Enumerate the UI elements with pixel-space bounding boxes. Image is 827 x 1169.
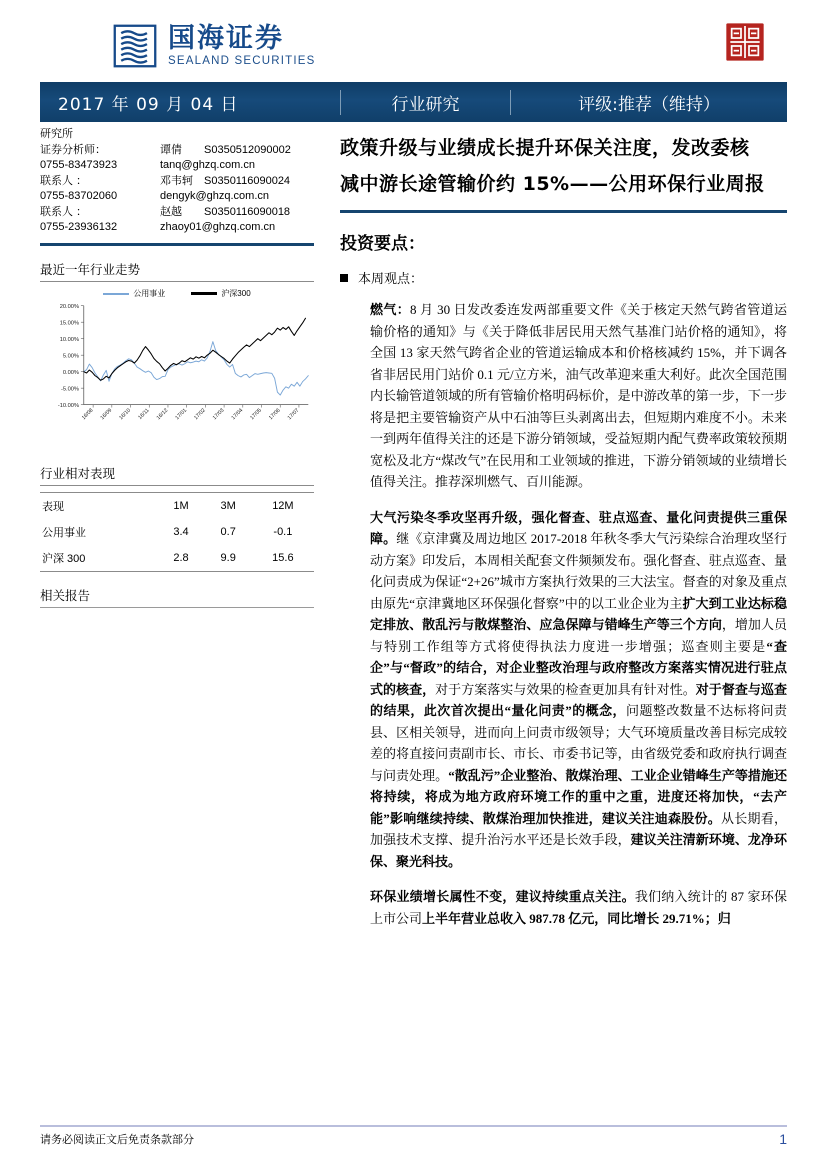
paragraph-lead: 环保业绩增长属性不变，建议持续重点关注。: [370, 889, 635, 904]
contact-phone: 0755-23936132: [40, 221, 118, 233]
title-line-2: 减中游长途管输价约 15%——公用环保行业周报: [340, 173, 765, 195]
paragraph-environmental-performance: 环保业绩增长属性不变，建议持续重点关注。我们纳入统计的 87 家环保上市公司上半年营业总收入 987.78 亿元，同比增长 29.71%；归: [370, 889, 787, 926]
page-footer: [40, 1125, 787, 1147]
paragraph-lead: 大气污染冬季攻坚再升级，强化督查、驻点巡查、量化问责提供三重保障。: [370, 509, 787, 546]
contact-email: dengyk@ghzq.com.cn: [160, 190, 270, 202]
perf-title: 行业相对表现: [40, 466, 116, 481]
legend-label: 沪深300: [221, 289, 251, 298]
svg-text:17/07: 17/07: [286, 407, 301, 422]
table-row: [40, 519, 314, 545]
contact-label: 联系人 ：: [40, 205, 88, 218]
contact-phone: 0755-83702060: [40, 190, 118, 202]
relative-performance-table: [40, 493, 314, 571]
brand-name-en: SEALAND SECURITIES: [168, 54, 316, 67]
chart-title: 最近一年行业走势: [40, 262, 141, 277]
analyst-row: [40, 205, 314, 221]
svg-text:17/06: 17/06: [267, 407, 282, 422]
contact-name-code: 赵越 S0350116090018: [160, 205, 291, 218]
svg-text:16/10: 16/10: [118, 407, 132, 422]
chart-title-divider: [40, 281, 314, 283]
contact-email: zhaoy01@ghzq.com.cn: [160, 221, 276, 233]
table-row: [40, 545, 314, 571]
contact-label: 联系人 ：: [40, 174, 88, 187]
col-header-12m: 12M: [272, 500, 294, 513]
weekly-view-label: 本周观点：: [358, 271, 424, 286]
svg-text:16/08: 16/08: [80, 407, 95, 422]
perf-title-divider: [40, 485, 314, 487]
svg-text:17/03: 17/03: [211, 407, 226, 422]
cell-3m: 0.7: [220, 526, 236, 539]
legend-label: 公用事业: [133, 289, 166, 298]
svg-text:16/12: 16/12: [155, 407, 170, 422]
analyst-row: [40, 158, 314, 174]
col-header-1m: 1M: [173, 500, 189, 513]
row-name: 沪深 300: [42, 553, 86, 566]
footer-disclaimer: 请务必阅读正文后免责条款部分: [40, 1134, 194, 1146]
analyst-row: [40, 189, 314, 205]
svg-text:0.00%: 0.00%: [62, 370, 80, 377]
header-date: 2017 年 09 月 04 日: [58, 94, 239, 115]
svg-text:16/09: 16/09: [99, 407, 114, 422]
cell-1m: 3.4: [173, 526, 189, 539]
cell-1m: 2.8: [173, 552, 189, 565]
svg-text:5.00%: 5.00%: [62, 353, 80, 360]
industry-trend-chart: [40, 300, 314, 443]
svg-text:16/11: 16/11: [137, 407, 151, 421]
cell-3m: 9.9: [220, 552, 236, 565]
svg-text:20.00%: 20.00%: [59, 304, 80, 311]
paragraph-air-pollution: 大气污染冬季攻坚再升级，强化督查、驻点巡查、量化问责提供三重保障。继《京津冀及周边地区 2017-2018 年秋冬季大气污染综合治理攻坚行动方案》印发后，本周相关配套文件频频发布。强化督查、驻点巡查、量化问责成为保证“2+26”城市方案执行效果的三大法宝。督查的对象及重点由原先“京津冀地区环保强化督察”中的以工业企业为主扩大到工业达标稳定排放、散乱污与散煤整治、应急保障与错峰生产等三个方向，增加人员与特别工作组等方式将使得执法力度进一步增强；巡查则主要是“查企”与“督政”的结合，对企业整改治理与政府整改方案落实情况进行驻点式的核查，对于方案落实与效果的检查更加具有针对性。对于督查与巡查的结果，此次首次提出“量化问责”的概念，问题整改数量不达标将问责县、区相关领导，进而向上问责市级领导；大气环境质量改善目标完成较差的将直接问责副市长、市长、市委书记等，由省级党委和政府执行调查与问责处理。“散乱污”企业整治、散煤治理、工业企业错峰生产等措施还将持续，将成为地方政府环境工作的重中之重，进度还将加快，“去产能”影响继续持续、散煤治理加快推进，建议关注迪森股份。从长期看，加强技术支撑、提升治污水平还是长效手段，建议关注清新环境、龙净环保、聚光科技。: [370, 509, 787, 869]
svg-text:17/01: 17/01: [174, 407, 189, 422]
sidebar-column: [40, 122, 328, 943]
analyst-row: [40, 174, 314, 190]
institute-label: 研究所: [40, 128, 73, 140]
analyst-row: [40, 143, 314, 159]
paragraph-body: 8 月 30 日发改委连发两部重要文件《关于核定天然气跨省管道运输价格的通知》与《关于降低非居民用天然气基准门站价格的通知》，将全国 13 家天然气跨省企业的管道运输成本和价格核减约 15%，并下调各省非居民用门站价 0.1 元/立方米，油气改革迎来重大利好。此次全国范围内长输管道领域的所有管输价格明码标价，是中游改革的第一步，下一步将是把主要管输资产从中石油等巨头剥离出去，但短期内难度不小。未来一到两年值得关注的还是下游分销领域，受益短期内配气费率政策较预期宽松及北方“煤改气”在民用和工业领域的推进，下游分销领域的业绩增长值得关注。推荐深圳燃气、百川能源。: [370, 302, 787, 489]
paragraph-gas: [340, 299, 787, 493]
row-name: 公用事业: [42, 527, 86, 540]
col-header-3m: 3M: [220, 500, 236, 513]
svg-text:17/05: 17/05: [249, 407, 263, 422]
page-number: 1: [779, 1131, 787, 1147]
svg-text:-5.00%: -5.00%: [60, 386, 80, 393]
contact-name-code: 邓韦轲 S0350116090024: [160, 174, 291, 187]
table-header-row: [40, 493, 314, 519]
svg-text:10.00%: 10.00%: [59, 337, 80, 344]
header-bar: [40, 82, 787, 122]
analyst-phone: 0755-83473923: [40, 159, 118, 171]
svg-text:17/02: 17/02: [193, 407, 207, 422]
svg-text:-10.00%: -10.00%: [57, 403, 80, 410]
cell-12m: 15.6: [272, 552, 294, 565]
company-seal-icon: [725, 22, 765, 62]
page-title: [340, 122, 787, 202]
related-reports-divider: [40, 607, 314, 608]
related-reports-title: 相关报告: [40, 589, 91, 604]
analyst-name-code: 谭倩 S0350512090002: [160, 143, 291, 156]
investment-points-heading: 投资要点：: [340, 234, 425, 254]
legend-swatch: [103, 293, 129, 295]
main-column: [328, 122, 787, 943]
header-category: 行业研究: [340, 90, 511, 115]
legend-item-0: [103, 288, 165, 299]
analyst-row: [40, 220, 314, 236]
content-columns: [40, 122, 787, 943]
legend-item-1: [191, 288, 250, 299]
svg-text:17/04: 17/04: [230, 407, 245, 422]
header-rating: 评级:推荐（维持）: [578, 94, 720, 115]
paragraph-lead: 燃气：: [370, 302, 411, 317]
chart-legend: [40, 288, 314, 299]
title-line-1: 政策升级与业绩成长提升环保关注度，发改委核: [340, 137, 750, 159]
legend-swatch: [191, 292, 217, 295]
svg-text:15.00%: 15.00%: [59, 320, 80, 327]
square-bullet-icon: [340, 274, 348, 282]
perf-table-wrap: [40, 492, 314, 572]
sealand-logo-icon: [112, 23, 158, 69]
cell-12m: -0.1: [273, 526, 293, 539]
paragraph-body: 继《京津冀及周边地区 2017-2018 年秋冬季大气污染综合治理攻坚行动方案》印发后，本周相关配套文件频频发布。强化督查、驻点巡查、量化问责成为保证“2+26”城市方案执行效果的三大法宝。督查的对象及重点由原先“京津冀地区环保强化督察”中的以工业企业为主: [370, 531, 787, 611]
logo-row: [40, 0, 787, 78]
title-divider: [340, 210, 787, 213]
brand-logo: [112, 23, 316, 69]
weekly-view-bullet: [340, 268, 787, 287]
col-header-metric: 表现: [42, 501, 64, 514]
analyst-email: tanq@ghzq.com.cn: [160, 159, 255, 171]
analyst-info-box: [40, 122, 314, 246]
brand-name-cn: 国海证券: [168, 23, 284, 55]
analyst-label: 证券分析师：: [40, 143, 106, 156]
